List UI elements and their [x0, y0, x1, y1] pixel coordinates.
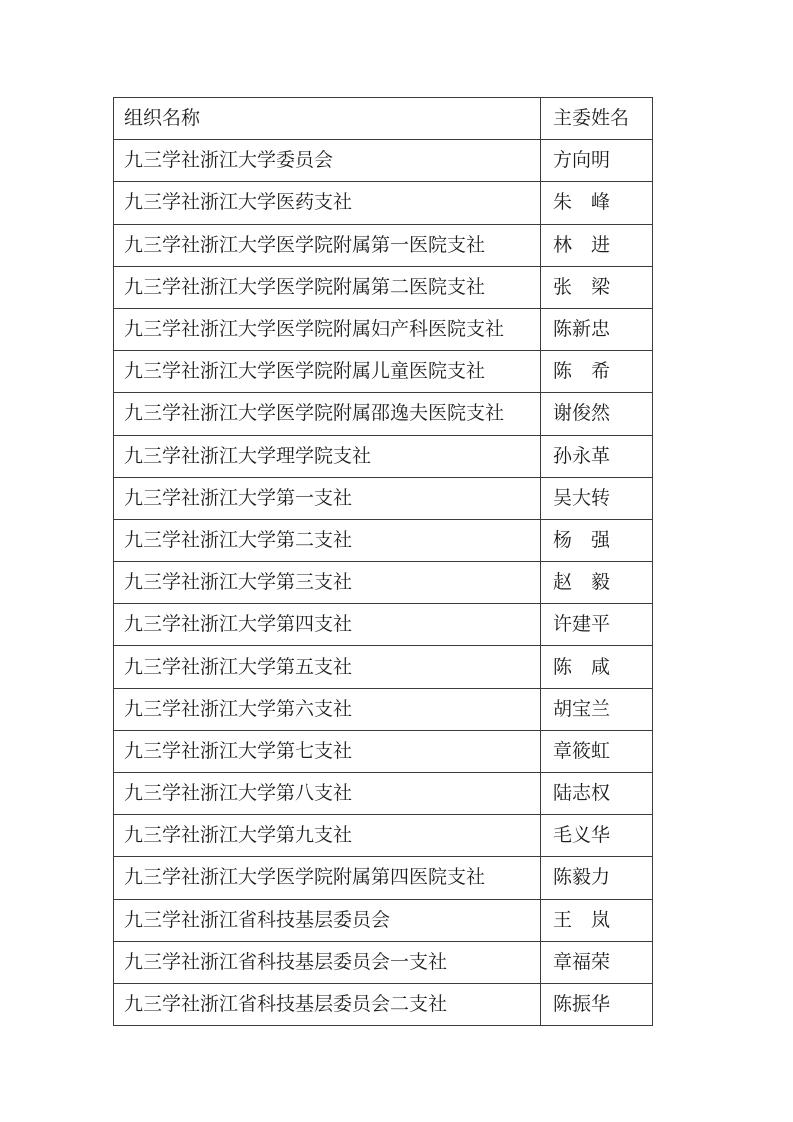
org-name-cell: 九三学社浙江大学医学院附属第四医院支社 [114, 857, 541, 899]
chair-name-cell: 张 梁 [541, 266, 653, 308]
chair-name-cell: 杨 强 [541, 519, 653, 561]
chair-name-cell: 陈毅力 [541, 857, 653, 899]
table-row [114, 562, 653, 604]
org-name-cell: 九三学社浙江大学医学院附属邵逸夫医院支社 [114, 393, 541, 435]
org-name-cell: 九三学社浙江大学第七支社 [114, 730, 541, 772]
table-row [114, 266, 653, 308]
table-row [114, 351, 653, 393]
chair-name-cell: 赵 毅 [541, 562, 653, 604]
org-name-cell: 九三学社浙江大学医学院附属儿童医院支社 [114, 351, 541, 393]
org-name-cell: 九三学社浙江大学理学院支社 [114, 435, 541, 477]
table-row [114, 688, 653, 730]
org-name-cell: 九三学社浙江大学第九支社 [114, 815, 541, 857]
table-row [114, 435, 653, 477]
chair-name-cell: 陈 希 [541, 351, 653, 393]
org-name-cell: 九三学社浙江大学医学院附属第二医院支社 [114, 266, 541, 308]
chair-name-cell: 陆志权 [541, 773, 653, 815]
column-header-chair: 主委姓名 [541, 98, 653, 140]
column-header-org: 组织名称 [114, 98, 541, 140]
org-chair-table [113, 97, 653, 1026]
table-row [114, 815, 653, 857]
table-row [114, 941, 653, 983]
table-row [114, 182, 653, 224]
chair-name-cell: 陈 咸 [541, 646, 653, 688]
table-row [114, 308, 653, 350]
table-row [114, 140, 653, 182]
chair-name-cell: 王 岚 [541, 899, 653, 941]
chair-name-cell: 方向明 [541, 140, 653, 182]
table-row [114, 646, 653, 688]
table-row [114, 224, 653, 266]
org-name-cell: 九三学社浙江大学第八支社 [114, 773, 541, 815]
org-name-cell: 九三学社浙江大学第六支社 [114, 688, 541, 730]
table-header-row [114, 98, 653, 140]
chair-name-cell: 谢俊然 [541, 393, 653, 435]
table-row [114, 477, 653, 519]
table-row [114, 730, 653, 772]
chair-name-cell: 许建平 [541, 604, 653, 646]
chair-name-cell: 章福荣 [541, 941, 653, 983]
org-name-cell: 九三学社浙江大学第四支社 [114, 604, 541, 646]
org-name-cell: 九三学社浙江大学第五支社 [114, 646, 541, 688]
org-name-cell: 九三学社浙江大学第三支社 [114, 562, 541, 604]
table-row [114, 393, 653, 435]
chair-name-cell: 林 进 [541, 224, 653, 266]
chair-name-cell: 陈新忠 [541, 308, 653, 350]
org-name-cell: 九三学社浙江大学第一支社 [114, 477, 541, 519]
org-name-cell: 九三学社浙江大学医药支社 [114, 182, 541, 224]
table-row [114, 983, 653, 1025]
chair-name-cell: 朱 峰 [541, 182, 653, 224]
chair-name-cell: 毛义华 [541, 815, 653, 857]
org-name-cell: 九三学社浙江省科技基层委员会二支社 [114, 983, 541, 1025]
chair-name-cell: 章筱虹 [541, 730, 653, 772]
org-name-cell: 九三学社浙江大学医学院附属妇产科医院支社 [114, 308, 541, 350]
chair-name-cell: 吴大转 [541, 477, 653, 519]
chair-name-cell: 胡宝兰 [541, 688, 653, 730]
table-row [114, 519, 653, 561]
table-body [114, 140, 653, 1026]
org-name-cell: 九三学社浙江大学委员会 [114, 140, 541, 182]
org-name-cell: 九三学社浙江省科技基层委员会一支社 [114, 941, 541, 983]
table-row [114, 899, 653, 941]
table-row [114, 604, 653, 646]
table-row [114, 773, 653, 815]
chair-name-cell: 孙永革 [541, 435, 653, 477]
org-name-cell: 九三学社浙江大学第二支社 [114, 519, 541, 561]
org-name-cell: 九三学社浙江省科技基层委员会 [114, 899, 541, 941]
chair-name-cell: 陈振华 [541, 983, 653, 1025]
org-name-cell: 九三学社浙江大学医学院附属第一医院支社 [114, 224, 541, 266]
table-row [114, 857, 653, 899]
